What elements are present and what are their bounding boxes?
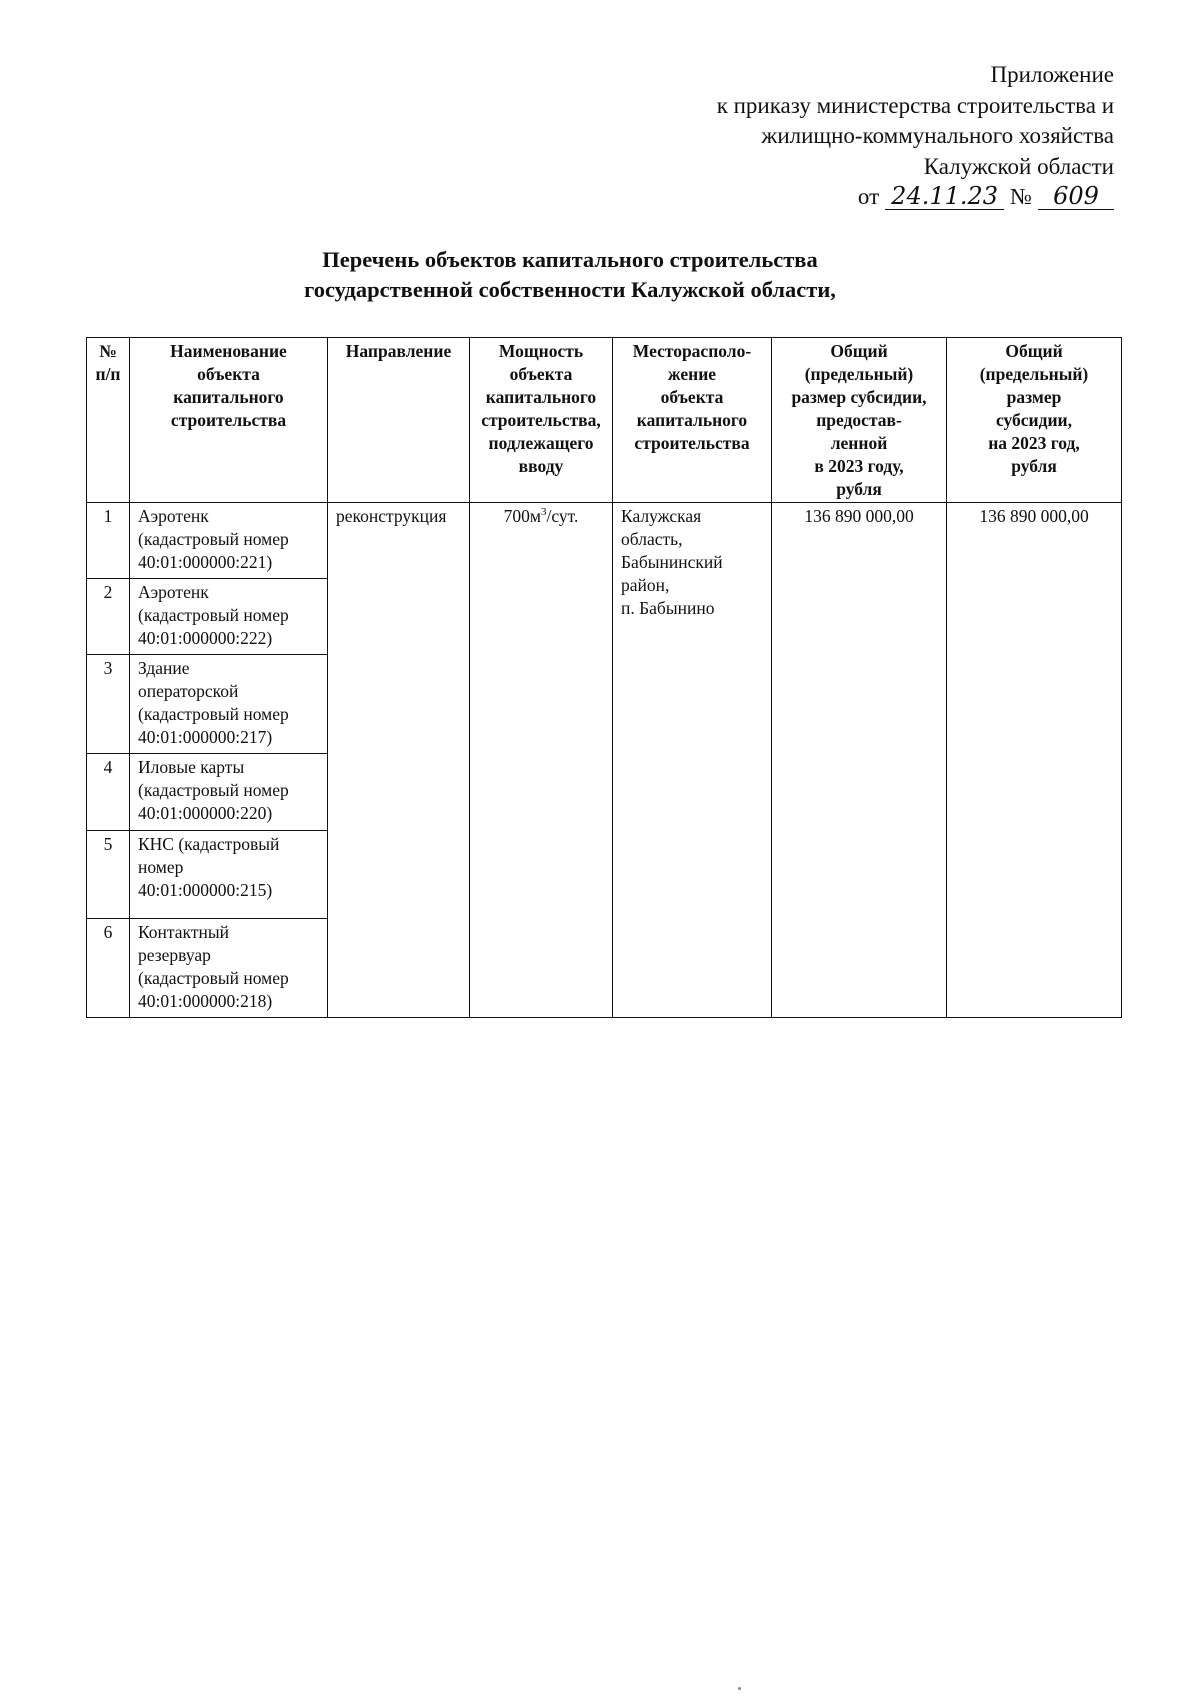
- scan-speck: [738, 1687, 741, 1690]
- appendix-line-3: жилищно-коммунального хозяйства: [761, 123, 1114, 148]
- row-number: 2: [87, 579, 130, 655]
- appendix-header: [494, 60, 1114, 213]
- capacity-value: 700м: [503, 506, 541, 526]
- object-name: Здание операторской (кадастровый номер 40:01:000000:217): [130, 655, 328, 754]
- table-header-row: [87, 338, 1122, 503]
- object-name: Контактный резервуар (кадастровый номер 40:01:000000:218): [130, 919, 328, 1018]
- object-name: Иловые карты (кадастровый номер 40:01:000000:220): [130, 754, 328, 831]
- subsidy-total-cell: 136 890 000,00: [947, 503, 1122, 1018]
- title-line-1: Перечень объектов капитального строительства: [322, 247, 818, 272]
- date-prefix: от: [857, 184, 880, 209]
- object-name: КНС (кадастровый номер 40:01:000000:215): [130, 831, 328, 919]
- column-header-number: № п/п: [87, 338, 130, 503]
- location-cell: Калужская область, Бабынинский район, п. Бабынино: [613, 503, 772, 1018]
- row-number: 1: [87, 503, 130, 579]
- column-header-location: Месторасполо- жение объекта капитального строительства: [613, 338, 772, 503]
- column-header-subsidy-total: Общий (предельный) размер субсидии, на 2023 год, рубля: [947, 338, 1122, 503]
- title-line-2: государственной собственности Калужской области,: [304, 277, 836, 302]
- object-name: Аэротенк (кадастровый номер 40:01:000000:221): [130, 503, 328, 579]
- row-number: 6: [87, 919, 130, 1018]
- number-prefix: №: [1010, 184, 1032, 209]
- column-header-name: Наименование объекта капитального строительства: [130, 338, 328, 503]
- appendix-line-1: Приложение: [990, 62, 1114, 87]
- subsidy-provided-cell: 136 890 000,00: [772, 503, 947, 1018]
- row-number: 4: [87, 754, 130, 831]
- appendix-line-2: к приказу министерства строительства и: [716, 92, 1114, 118]
- capacity-unit: /сут.: [546, 506, 579, 526]
- column-header-subsidy-provided: Общий (предельный) размер субсидии, предостав- ленной в 2023 году, рубля: [772, 338, 947, 503]
- table-row: [87, 503, 1122, 579]
- object-name: Аэротенк (кадастровый номер 40:01:000000:222): [130, 579, 328, 655]
- column-header-capacity: Мощность объекта капитального строительства, подлежащего вводу: [470, 338, 613, 503]
- handwritten-number: 609: [1038, 183, 1114, 210]
- column-header-direction: Направление: [328, 338, 470, 503]
- handwritten-date: 24.11.23: [885, 183, 1004, 210]
- capacity-unit-power: 3: [540, 506, 547, 519]
- row-number: 3: [87, 655, 130, 754]
- capacity-cell: [470, 503, 613, 1018]
- order-date-line: [494, 182, 1114, 213]
- appendix-line-4: Калужской области: [923, 153, 1114, 179]
- objects-table: [86, 337, 1122, 1018]
- direction-cell: реконструкция: [328, 503, 470, 1018]
- row-number: 5: [87, 831, 130, 919]
- document-title: [160, 245, 980, 305]
